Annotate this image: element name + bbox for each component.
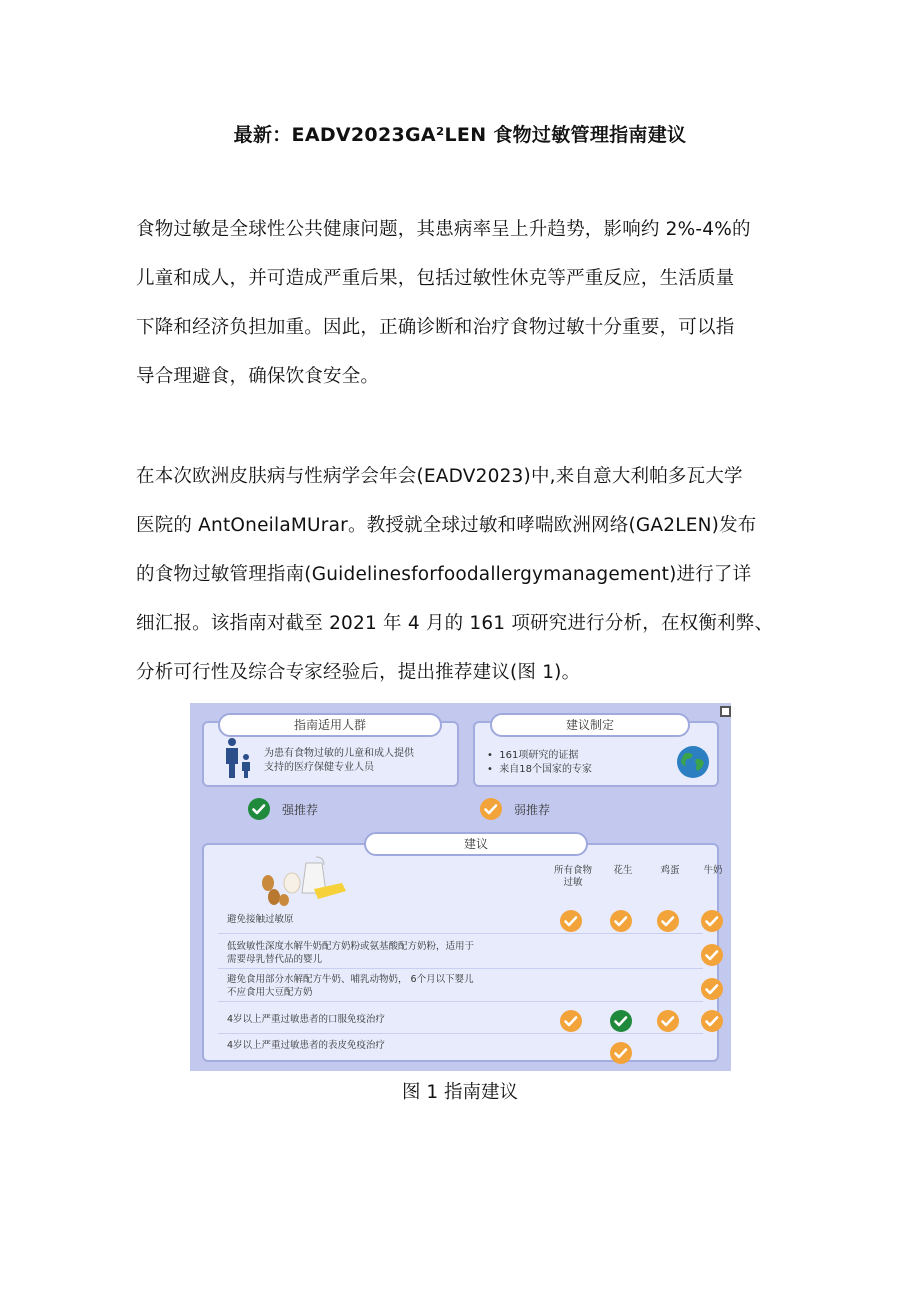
para-line: 儿童和成人，并可造成严重后果，包括过敏性休克等严重反应，生活质量 bbox=[136, 268, 735, 289]
para-line: 食物过敏是全球性公共健康问题，其患病率呈上升趋势，影响约 2%-4%的 bbox=[136, 219, 751, 240]
para-line: 细汇报。该指南对截至 2021 年 4 月的 161 项研究进行分析，在权衡利弊、 bbox=[136, 613, 774, 634]
report-paragraph bbox=[136, 452, 796, 697]
weak-check-icon bbox=[700, 943, 724, 967]
globe-icon bbox=[676, 745, 710, 779]
row-divider bbox=[218, 933, 703, 934]
weak-check-icon bbox=[609, 909, 633, 933]
column-header-egg: 鸡蛋 bbox=[660, 865, 680, 876]
recommendation-box bbox=[202, 843, 723, 1062]
parent-child-icon bbox=[222, 737, 256, 779]
guideline-figure bbox=[190, 703, 731, 1071]
para-line: 分析可行性及综合专家经验后，提出推荐建议(图 1)。 bbox=[136, 662, 581, 683]
row-divider bbox=[218, 1001, 703, 1002]
weak-check-icon bbox=[609, 1041, 633, 1065]
row-divider bbox=[218, 968, 703, 969]
para-line: 的食物过敏管理指南(Guidelinesforfoodallergymanagement)进行了详 bbox=[136, 564, 752, 585]
row-text: 避免接触过敏原 bbox=[227, 914, 294, 925]
weak-check-icon bbox=[479, 797, 503, 821]
para-line: 医院的 AntOneilaMUrar。教授就全球过敏和哮喘欧洲网络(GA2LEN)发布 bbox=[136, 515, 757, 536]
intro-paragraph bbox=[136, 205, 796, 401]
page-title: 最新：EADV2023GA²LEN 食物过敏管理指南建议 bbox=[233, 124, 687, 146]
weak-check-icon bbox=[559, 1009, 583, 1033]
strong-check-icon bbox=[247, 797, 271, 821]
method-header: 建议制定 bbox=[490, 713, 690, 737]
column-header-peanut: 花生 bbox=[613, 865, 633, 876]
method-item: • 161项研究的证据 bbox=[487, 750, 579, 761]
legend-strong-label: 强推荐 bbox=[282, 803, 319, 817]
para-line: 下降和经济负担加重。因此，正确诊断和治疗食物过敏十分重要，可以指 bbox=[136, 317, 735, 338]
weak-check-icon bbox=[700, 1009, 724, 1033]
para-line: 在本次欧洲皮肤病与性病学会年会(EADV2023)中,来自意大利帕多瓦大学 bbox=[136, 466, 743, 487]
food-allergens-icon bbox=[254, 853, 350, 909]
recommendation-header: 建议 bbox=[364, 832, 588, 856]
target-population-header: 指南适用人群 bbox=[218, 713, 442, 737]
target-text-line: 为患有食物过敏的儿童和成人提供 bbox=[264, 748, 414, 759]
weak-check-icon bbox=[559, 909, 583, 933]
method-item: • 来自18个国家的专家 bbox=[487, 764, 592, 775]
corner-icon bbox=[720, 706, 731, 717]
weak-check-icon bbox=[656, 1009, 680, 1033]
column-header-milk: 牛奶 bbox=[703, 865, 723, 876]
para-line: 导合理避食，确保饮食安全。 bbox=[136, 366, 380, 387]
weak-check-icon bbox=[700, 977, 724, 1001]
strong-check-icon bbox=[609, 1009, 633, 1033]
weak-check-icon bbox=[700, 909, 724, 933]
row-text: 避免食用部分水解配方牛奶、哺乳动物奶， 6个月以下婴儿 不应食用大豆配方奶 bbox=[227, 974, 474, 998]
column-header-all: 所有食物 过敏 bbox=[553, 865, 592, 888]
row-text: 低致敏性深度水解牛奶配方奶粉或氨基酸配方奶粉，适用于 需要母乳替代品的婴儿 bbox=[227, 941, 475, 965]
figure-caption: 图 1 指南建议 bbox=[401, 1082, 519, 1103]
weak-check-icon bbox=[656, 909, 680, 933]
row-divider bbox=[218, 1033, 703, 1034]
row-text: 4岁以上严重过敏患者的表皮免疫治疗 bbox=[227, 1040, 386, 1051]
row-text: 4岁以上严重过敏患者的口服免疫治疗 bbox=[227, 1014, 386, 1025]
target-text-line: 支持的医疗保健专业人员 bbox=[264, 762, 374, 773]
legend-weak-label: 弱推荐 bbox=[514, 803, 551, 817]
